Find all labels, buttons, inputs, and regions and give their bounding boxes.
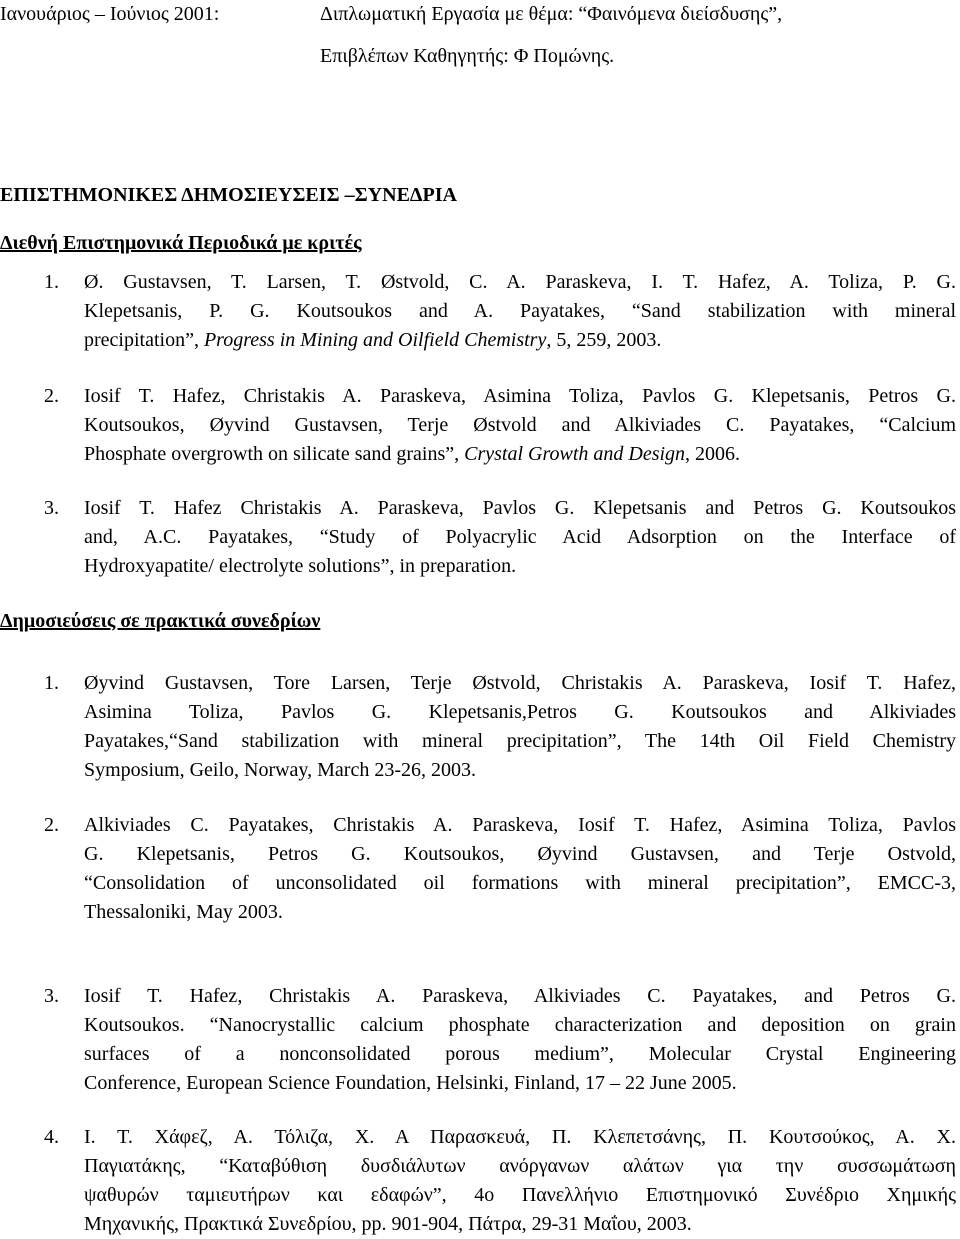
journal-1-line-2: Klepetsanis, P. G. Koutsoukos and A. Payatakes, “Sand stabilization with mineral <box>84 300 956 322</box>
conference-2-line-1: Alkiviades C. Payatakes, Christakis A. Paraskeva, Iosif T. Hafez, Asimina Toliza, Pavlos <box>84 814 956 836</box>
header-thesis-title: Διπλωματική Εργασία με θέμα: “Φαινόμενα διείσδυσης”, <box>320 3 783 25</box>
journal-3-line-3 <box>84 552 956 581</box>
journal-3-line-2: and, A.C. Payatakes, “Study of Polyacrylic Acid Adsorption on the Interface of <box>84 526 956 548</box>
conference-3-line-3: surfaces of a nonconsolidated porous medium”, Molecular Crystal Engineering <box>84 1043 956 1065</box>
conference-4-line-2: Παγιατάκης, “Καταβύθιση δυσδιάλυτων ανόργανων αλάτων για την συσσωμάτωση <box>84 1155 956 1177</box>
conference-1-line-3: Payatakes,“Sand stabilization with mineral precipitation”, The 14th Oil Field Chemistry <box>84 730 956 752</box>
conference-4-line-4: Μηχανικής, Πρακτικά Συνεδρίου, pp. 901-904, Πάτρα, 29-31 Μαΐου, 2003. <box>84 1213 692 1235</box>
journal-3-number: 3. <box>44 497 59 519</box>
conference-1-line-2: Asimina Toliza, Pavlos G. Klepetsanis,Petros G. Koutsoukos and Alkiviades <box>84 701 956 723</box>
section-title: ΕΠΙΣΤΗΜΟΝΙΚΕΣ ΔΗΜΟΣΙΕΥΣΕΙΣ –ΣΥΝΕΔΡΙΑ <box>0 184 457 206</box>
journal-1-number: 1. <box>44 271 59 293</box>
conference-2-number: 2. <box>44 814 59 836</box>
journal-2-tail: Phosphate overgrowth on silicate sand grains”, <box>84 443 465 465</box>
conference-3-line-4: Conference, European Science Foundation, Helsinki, Finland, 17 – 22 June 2005. <box>84 1072 737 1094</box>
conference-2-line-3: “Consolidation of unconsolidated oil formations with mineral precipitation”, EMCC-3, <box>84 872 956 894</box>
conference-3-line-2: Koutsoukos. “Nanocrystallic calcium phosphate characterization and deposition on grain <box>84 1014 956 1036</box>
journal-2-journal-name: Crystal Growth and Design <box>464 443 686 465</box>
journals-heading: Διεθνή Επιστημονικά Περιοδικά με κριτές <box>0 232 362 254</box>
conference-2-line-4: Thessaloniki, May 2003. <box>84 901 283 923</box>
journal-2-number: 2. <box>44 385 59 407</box>
conference-2-entry <box>84 811 956 927</box>
conference-4-number: 4. <box>44 1126 59 1148</box>
conference-2-line-2: G. Klepetsanis, Petros G. Koutsoukos, Øyvind Gustavsen, and Terje Ostvold, <box>84 843 956 865</box>
conference-4-line-1: I. T. Χάφεζ, Α. Τόλιζα, Χ. Α Παρασκευά, Π. Κλεπετσάνης, Π. Κουτσούκος, Α. Χ. <box>84 1126 956 1148</box>
journal-2-line-3 <box>84 440 956 469</box>
conference-3-line-1: Iosif T. Hafez, Christakis A. Paraskeva, Alkiviades C. Payatakes, and Petros G. <box>84 985 956 1007</box>
conference-4-entry <box>84 1123 956 1239</box>
conference-4-line-3: ψαθυρών ταμιευτήρων και εδαφών”, 4ο Πανελλήνιο Επιστημονικό Συνέδριο Χημικής <box>84 1184 956 1206</box>
conference-3-number: 3. <box>44 985 59 1007</box>
conference-1-line-4: Symposium, Geilo, Norway, March 23-26, 2003. <box>84 759 476 781</box>
conference-1-entry <box>84 669 956 785</box>
conference-1-line-1: Øyvind Gustavsen, Tore Larsen, Terje Østvold, Christakis A. Paraskeva, Iosif T. Hafez, <box>84 672 956 694</box>
journal-2-entry <box>84 382 956 469</box>
journal-1-journal-name: Progress in Mining and Oilfield Chemistry <box>203 329 547 351</box>
journal-2-citation: , 2006. <box>685 443 741 465</box>
journal-2-line-2: Koutsoukos, Øyvind Gustavsen, Terje Østvold and Alkiviades C. Payatakes, “Calcium <box>84 414 956 436</box>
journal-3-line-1: Iosif T. Hafez Christakis A. Paraskeva, Pavlos G. Klepetsanis and Petros G. Koutsoukos <box>84 497 956 519</box>
journal-1-entry <box>84 268 956 355</box>
journal-3-entry <box>84 494 956 581</box>
journal-1-line-3 <box>84 326 956 355</box>
header-date-range: Ιανουάριος – Ιούνιος 2001: <box>0 3 220 25</box>
journal-1-citation: , 5, 259, 2003. <box>546 329 662 351</box>
journal-2-line-1: Iosif T. Hafez, Christakis A. Paraskeva, Asimina Toliza, Pavlos G. Klepetsanis, Petros G. <box>84 385 956 407</box>
header-supervisor: Επιβλέπων Καθηγητής: Φ Πομώνης. <box>320 45 615 67</box>
conferences-heading: Δημοσιεύσεις σε πρακτικά συνεδρίων <box>0 610 321 632</box>
journal-1-tail: precipitation”, <box>84 329 204 351</box>
journal-3-tail: Hydroxyapatite/ electrolyte solutions”, in preparation. <box>84 555 517 577</box>
conference-3-entry <box>84 982 956 1098</box>
conference-1-number: 1. <box>44 672 59 694</box>
journal-1-line-1: Ø. Gustavsen, T. Larsen, T. Østvold, C. A. Paraskeva, I. T. Hafez, A. Toliza, P. G. <box>84 271 956 293</box>
